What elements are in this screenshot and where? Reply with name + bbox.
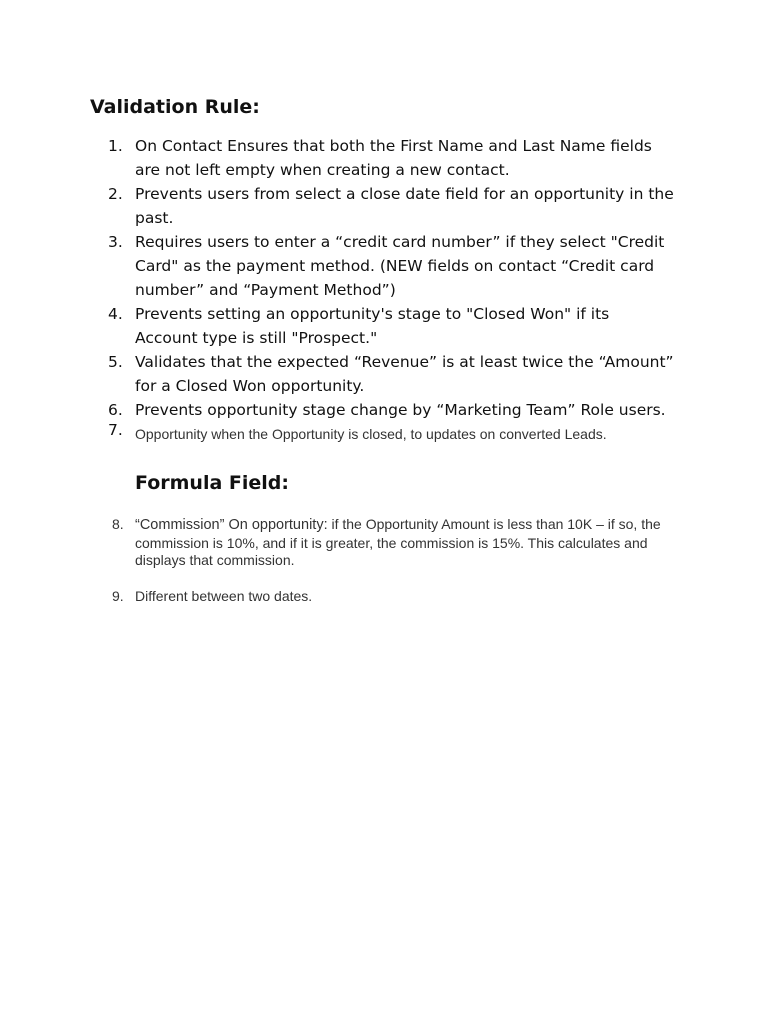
- list-item-number: 6.: [108, 401, 123, 419]
- list-item: [0, 182, 675, 230]
- list-item: [0, 398, 675, 422]
- validation-rule-heading: Validation Rule:: [90, 96, 260, 118]
- list-item-number: 8.: [112, 516, 124, 532]
- list-item-number: 2.: [108, 185, 123, 203]
- formula-field-heading: Formula Field:: [135, 472, 289, 494]
- list-item-text: if the Opportunity Amount is less than 10K – if so, the commission is 10%, and if it is greater, the commission is 15%. This calculates and displays that commission.: [135, 516, 661, 568]
- list-item: [0, 588, 667, 606]
- list-item-text: Prevents setting an opportunity's stage to "Closed Won" if its Account type is still "Prospect.": [135, 305, 610, 347]
- list-item: [0, 230, 675, 302]
- list-item-number: 7.: [108, 421, 123, 439]
- list-item-text: Prevents users from select a close date field for an opportunity in the past.: [135, 185, 674, 227]
- list-item-text: On Contact Ensures that both the First Name and Last Name fields are not left empty when creating a new contact.: [135, 137, 652, 179]
- validation-rule-list: [0, 134, 768, 443]
- list-item-number: 4.: [108, 305, 123, 323]
- list-item-text: Opportunity when the Opportunity is closed, to updates on converted Leads.: [135, 426, 607, 442]
- list-item-lead: “Commission” On opportunity:: [135, 517, 328, 533]
- list-item-number: 9.: [112, 587, 124, 604]
- list-item-number: 1.: [108, 137, 123, 155]
- list-item: [0, 350, 675, 398]
- list-item: [0, 516, 667, 570]
- list-item-number: 5.: [108, 353, 123, 371]
- list-item: [0, 422, 675, 443]
- list-item-text: Prevents opportunity stage change by “Marketing Team” Role users.: [135, 401, 666, 419]
- formula-field-list: [0, 516, 768, 605]
- list-item: [0, 134, 675, 182]
- list-item-text: Different between two dates.: [135, 587, 313, 604]
- list-item-text: Validates that the expected “Revenue” is at least twice the “Amount” for a Closed Won opportunity.: [135, 353, 674, 395]
- list-item-text: Requires users to enter a “credit card number” if they select "Credit Card" as the payment method. (NEW fields on contact “Credit card number” and “Payment Method”): [135, 233, 665, 299]
- list-item-number: 3.: [108, 233, 123, 251]
- list-item: [0, 302, 675, 350]
